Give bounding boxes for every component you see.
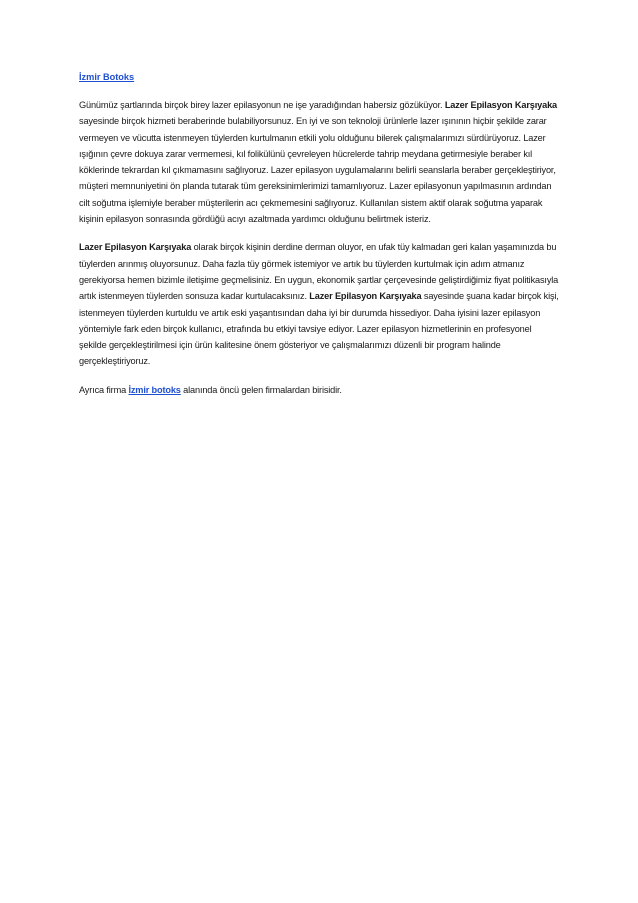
- inline-link-izmir-botoks[interactable]: İzmir botoks: [128, 384, 181, 395]
- paragraph-2-bold-2: Lazer Epilasyon Karşıyaka: [309, 291, 422, 302]
- title-link[interactable]: İzmir Botoks: [79, 72, 135, 82]
- document-page: [79, 71, 561, 410]
- paragraph-3-text-1: Ayrıca firma: [79, 384, 129, 395]
- paragraph-2-text-1: olarak birçok kişinin derdine derman oluyor, en ufak tüy kalmadan geri kalan yaşamınızda bu tüylerden arınmış oluyorsunuz. Daha fazla tüy görmek istemiyor ve artık bu tüylerden kurtulmak için adım atmanız gerekiyorsa hemen bizimle iletişime geçmelisiniz. En uygun, ekonomik şartlar çerçevesinde geliştirdiğimiz fiyat politikasıyla artık istenmeyen tüylerden sonsuza kadar kurtulacaksınız.: [79, 242, 559, 302]
- paragraph-2-bold-1: Lazer Epilasyon Karşıyaka: [79, 242, 192, 253]
- paragraph-2: [79, 239, 561, 369]
- paragraph-3: [79, 382, 561, 398]
- paragraph-1-bold-1: Lazer Epilasyon Karşıyaka: [444, 100, 557, 110]
- paragraph-2-text-2: sayesinde şuana kadar birçok kişi, istenmeyen tüylerden kurtuldu ve artık eski yaşantısından daha iyi bir durumda hissediyor. Daha iyisini lazer epilasyon yöntemiyle fark eden birçok kullanıcı, etrafında bu etkiyi tavsiye ediyor. Lazer epilasyon hizmetlerinin en profesyonel şekilde gerçekleştirilmesi için ürün kalitesine önem gösteriyor ve çalışmalarımızı düzenli bir program halinde gerçekleştiriyoruz.: [79, 291, 559, 367]
- paragraph-1: [79, 97, 561, 227]
- paragraph-3-text-2: alanında öncü gelen firmalardan birisidir.: [180, 384, 342, 395]
- paragraph-1-text-1: Günümüz şartlarında birçok birey lazer epilasyonun ne işe yaradığından habersiz gözüküyor.: [79, 100, 445, 110]
- paragraph-1-text-2: sayesinde birçok hizmeti beraberinde bulabiliyorsunuz. En iyi ve son teknoloji ürünlerle lazer ışınının hiçbir şekilde zarar vermeyen ve vücutta istenmeyen tüylerden kurtulmanın etkili yolu olduğunu bilerek çalışmalarımızı sürdürüyoruz. Lazer ışığının çevre dokuya zarar vermemesi, kıl folikülünü çevreleyen hücrelerde tahrip meydana getirmesiyle beraber kıl köklerinde tekrardan kıl çıkmamasını sağlıyoruz. Lazer epilasyon uygulamalarını belirli seanslarla beraber gerçekleştiriyor, müşteri memnuniyetini ön planda tutarak tüm gereksinimlerimizi tamamlıyoruz. Lazer epilasyonun yapılmasının ardından cilt soğutma işlemiyle beraber müşterilerin acı çekmemesini sağlıyoruz. Kullanılan sistem aktif olarak soğutma yaparak kişinin epilasyon sonrasında gördüğü acıyı azaltmada yardımcı olduğunu belirtmek isteriz.: [79, 116, 556, 225]
